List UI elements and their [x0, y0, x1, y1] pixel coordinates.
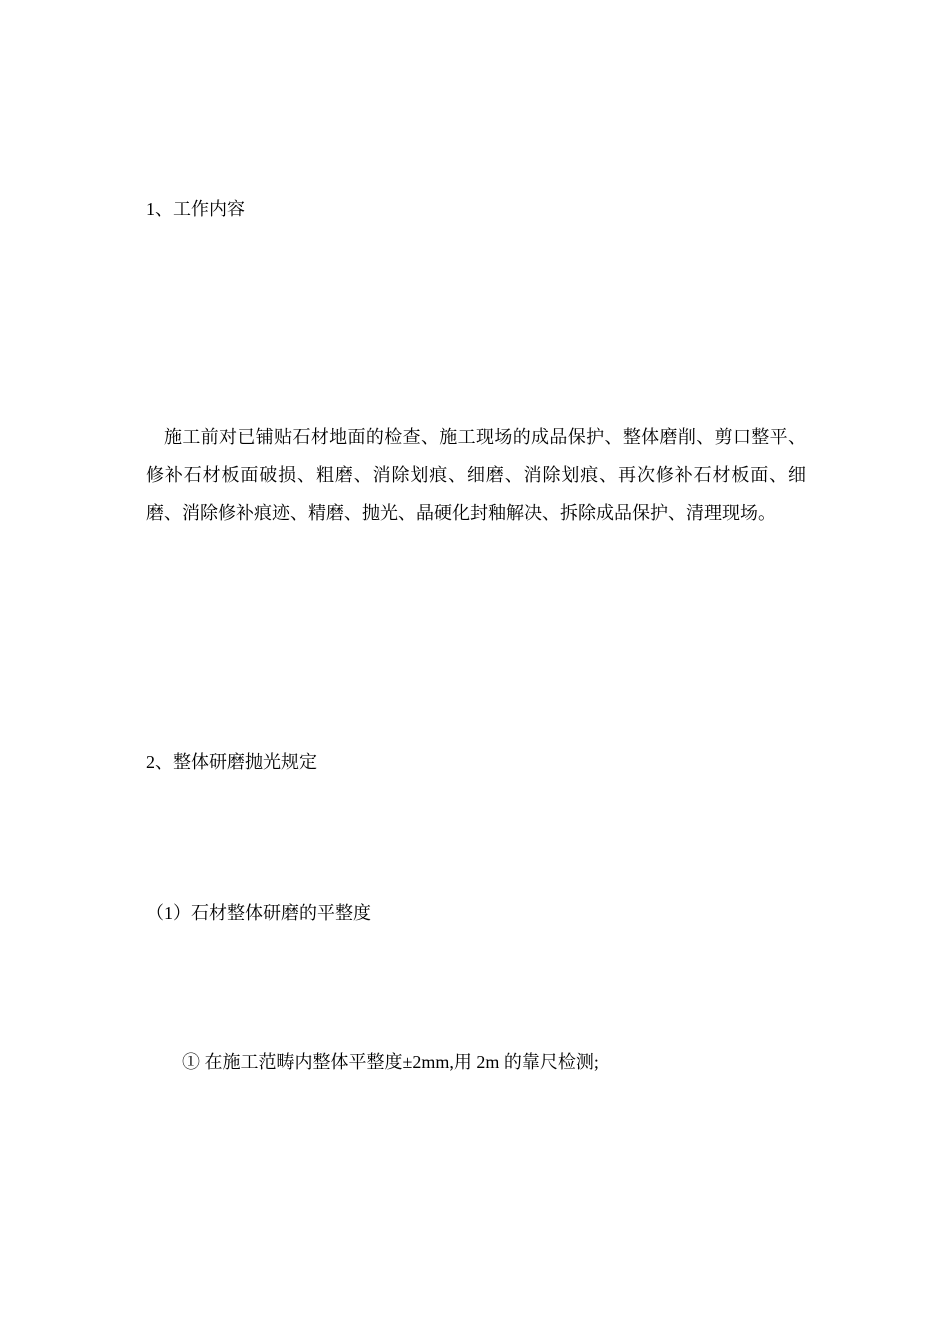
- list-item-flatness-tolerance: ① 在施工范畴内整体平整度±2mm,用 2m 的靠尺检测;: [182, 1052, 599, 1072]
- subsection-heading-flatness: （1）石材整体研磨的平整度: [146, 903, 371, 923]
- work-content-paragraph: 施工前对已铺贴石材地面的检查、施工现场的成品保护、整体磨削、剪口整平、修补石材板面破损、粗磨、消除划痕、细磨、消除划痕、再次修补石材板面、细磨、消除修补痕迹、精磨、抛光、晶硬化封釉解决、拆除成品保护、清理现场。: [146, 427, 806, 523]
- section-heading-work-content: 1、工作内容: [146, 199, 245, 219]
- section-heading-polishing-rules: 2、整体研磨抛光规定: [146, 752, 317, 772]
